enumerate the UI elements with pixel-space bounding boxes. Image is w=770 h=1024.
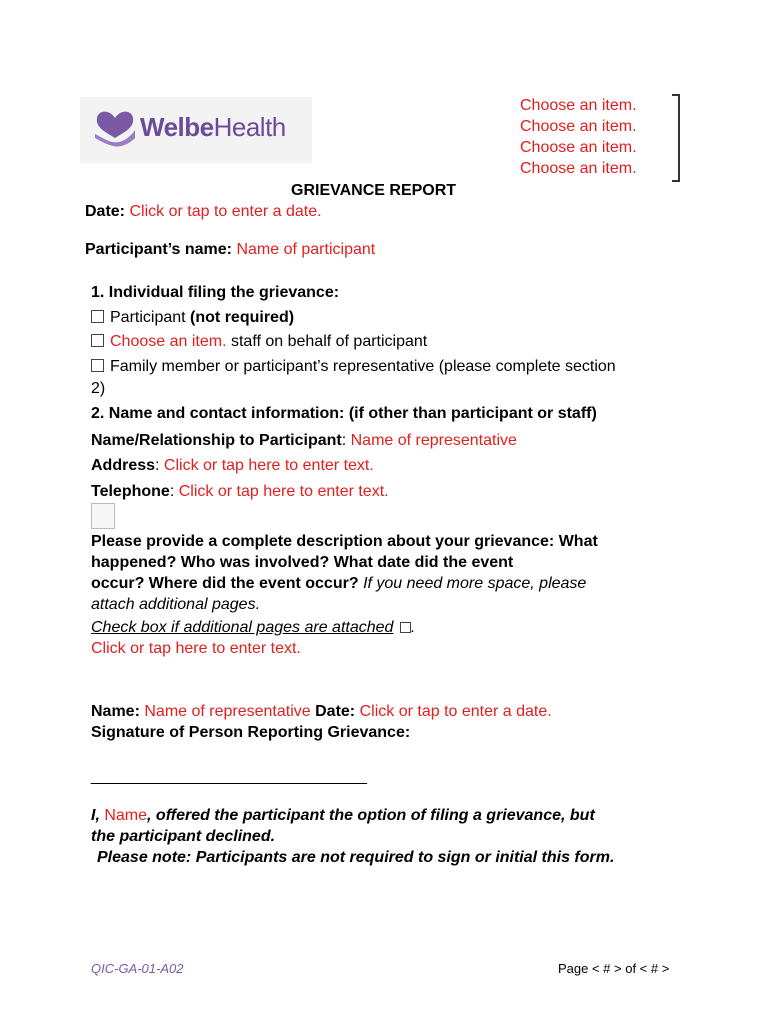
telephone-row: Telephone: Click or tap here to enter text.	[91, 483, 389, 500]
family-checkbox[interactable]	[91, 359, 104, 372]
option-staff	[91, 332, 427, 352]
note: Please note: Participants are not required to sign or initial this form.	[97, 849, 615, 866]
description-prompt-line3	[91, 574, 586, 594]
sig-date-label: Date:	[315, 703, 356, 720]
declined-name-field[interactable]: Name	[104, 807, 148, 824]
choose-item-list	[520, 95, 637, 179]
staff-checkbox[interactable]	[91, 334, 104, 347]
declined-line2: the participant declined.	[91, 828, 276, 845]
participant-row	[85, 240, 375, 260]
participant-name-field[interactable]: Name of participant	[236, 241, 376, 258]
participant-checkbox[interactable]	[91, 310, 104, 323]
declined-line1	[91, 806, 595, 826]
date-field[interactable]: Click or tap to enter a date.	[129, 203, 322, 220]
attach-checkbox[interactable]	[400, 622, 411, 633]
name-relationship-row: Name/Relationship to Participant: Name of representative	[91, 432, 517, 449]
choose-item-dropdown[interactable]: Choose an item.	[520, 139, 637, 156]
address-field[interactable]: Click or tap here to enter text.	[163, 457, 374, 474]
page-title: GRIEVANCE REPORT	[291, 182, 457, 199]
description-prompt-line3-bold: occur? Where did the event occur?	[91, 575, 359, 592]
logo-text-bold: Welbe	[140, 112, 214, 142]
sig-name-field[interactable]: Name of representative	[144, 703, 311, 720]
signature-line[interactable]: _______________________________	[91, 768, 367, 785]
description-prompt-line2: happened? Who was involved? What date did the event	[91, 554, 514, 571]
signature-info-row	[91, 702, 552, 722]
telephone-field[interactable]: Click or tap here to enter text.	[178, 483, 389, 500]
description-prompt-line1: Please provide a complete description about your grievance: What	[91, 533, 598, 550]
date-row	[85, 202, 322, 222]
section2-heading: 2. Name and contact information: (if other than participant or staff)	[91, 405, 597, 422]
option-family	[91, 357, 616, 377]
date-label: Date:	[85, 203, 126, 220]
logo-text	[140, 112, 286, 143]
sig-date-field[interactable]: Click or tap to enter a date.	[359, 703, 552, 720]
attach-row: Check box if additional pages are attached .	[91, 619, 416, 636]
choose-list-bracket	[672, 94, 680, 182]
staff-choose-dropdown[interactable]: Choose an item.	[110, 333, 227, 350]
description-prompt-line3-italic: If you need more space, please	[363, 575, 587, 592]
choose-item-dropdown[interactable]: Choose an item.	[520, 118, 637, 135]
signature-label: Signature of Person Reporting Grievance:	[91, 724, 411, 741]
option-participant-label: Participant	[110, 309, 186, 326]
option-participant	[91, 308, 294, 328]
option-staff-label: staff on behalf of participant	[230, 333, 428, 350]
logo-text-light: Health	[213, 112, 286, 142]
representative-name-field[interactable]: Name of representative	[350, 432, 517, 449]
telephone-label: Telephone	[91, 483, 170, 500]
image-placeholder-icon	[91, 503, 115, 529]
declined-prefix: I,	[91, 807, 100, 824]
description-prompt-line4: attach additional pages.	[91, 596, 261, 613]
address-row: Address: Click or tap here to enter text.	[91, 457, 374, 474]
page-number: Page < # > of < # >	[558, 961, 670, 976]
option-participant-note: (not required)	[190, 309, 295, 326]
sig-name-label: Name:	[91, 703, 140, 720]
address-label: Address	[91, 457, 156, 474]
description-field[interactable]: Click or tap here to enter text.	[91, 640, 301, 657]
option-family-cont: 2)	[91, 380, 106, 397]
section1-heading: 1. Individual filing the grievance:	[91, 284, 340, 301]
welbe-logo-icon	[93, 108, 137, 148]
document-code: QIC-GA-01-A02	[91, 961, 184, 976]
name-relationship-label: Name/Relationship to Participant	[91, 432, 342, 449]
choose-item-dropdown[interactable]: Choose an item.	[520, 160, 637, 177]
choose-item-dropdown[interactable]: Choose an item.	[520, 97, 637, 114]
participant-label: Participant’s name:	[85, 241, 233, 258]
option-family-label: Family member or participant’s representative (please complete section	[110, 358, 616, 375]
declined-text: , offered the participant the option of filing a grievance, but	[147, 807, 595, 824]
attach-label: Check box if additional pages are attached	[91, 619, 394, 636]
